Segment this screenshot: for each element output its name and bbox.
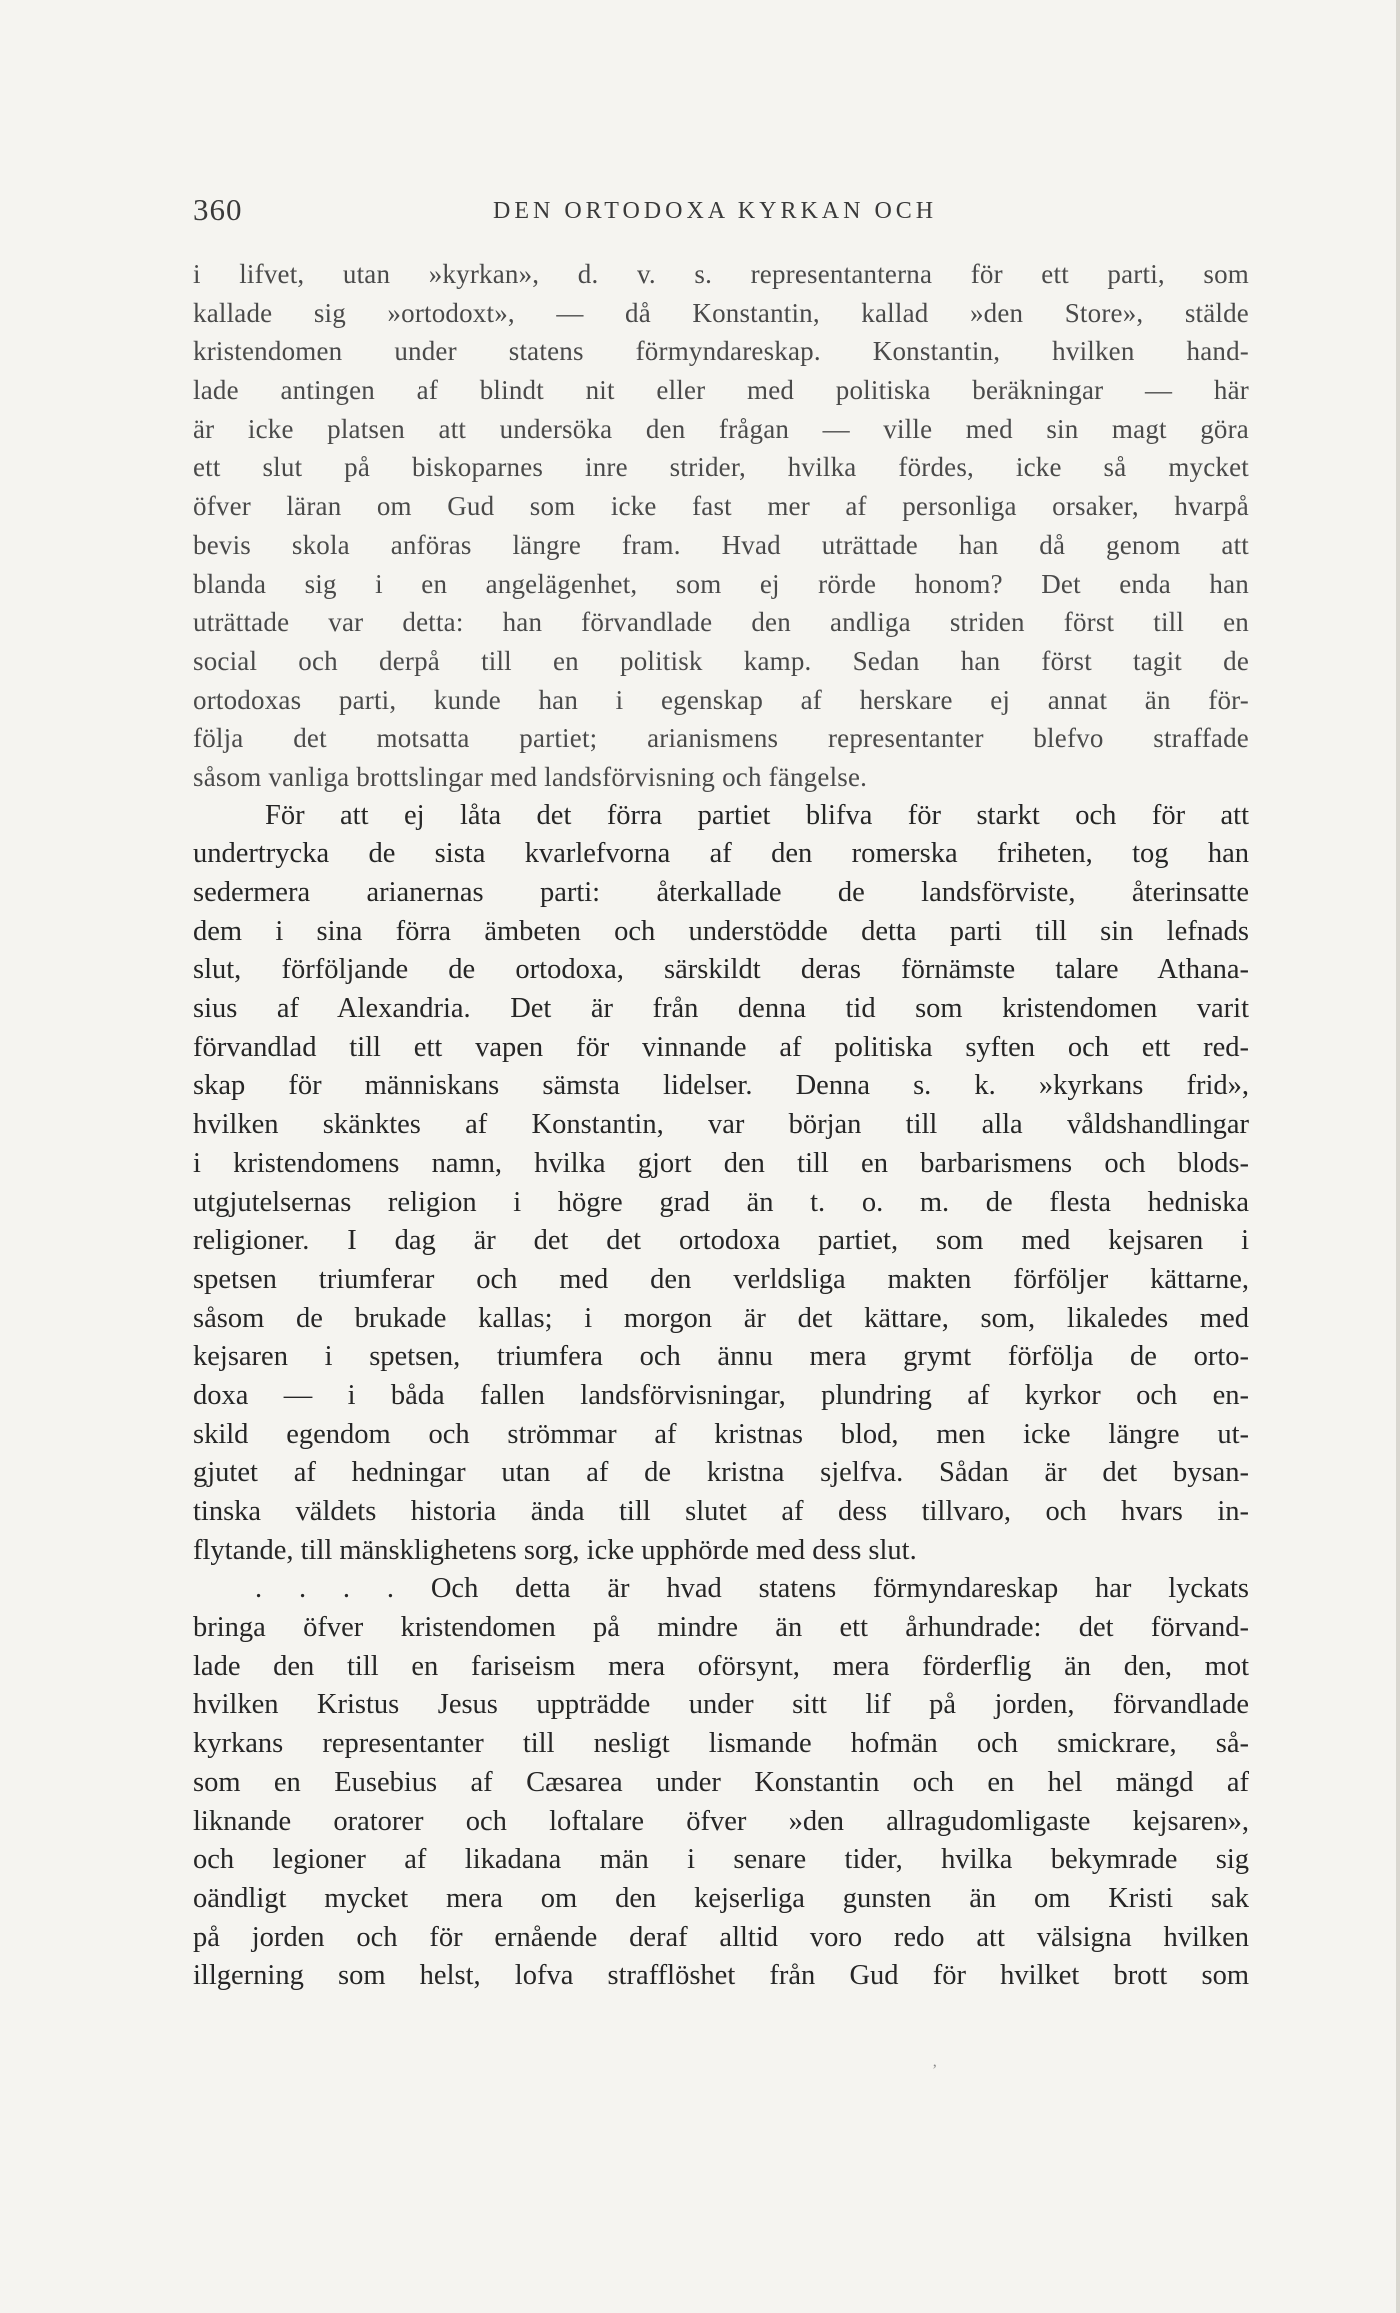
text-line: som en Eusebius af Cæsarea under Konstantin och en hel mängd af: [193, 1766, 1249, 1798]
text-line: För att ej låta det förra partiet blifva för starkt och för att: [265, 799, 1249, 831]
text-line: kyrkans representanter till nesligt lismande hofmän och smickrare, så-: [193, 1728, 1249, 1760]
text-line: ett slut på biskoparnes inre strider, hvilka fördes, icke så mycket: [193, 452, 1249, 483]
text-line: lade antingen af blindt nit eller med politiska beräkningar — här: [193, 375, 1249, 406]
text-line: kejsaren i spetsen, triumfera och ännu mera grymt förfölja de orto-: [193, 1341, 1249, 1373]
text-line: såsom vanliga brottslingar med landsförvisning och fängelse.: [193, 761, 868, 792]
text-line: i lifvet, utan »kyrkan», d. v. s. representanterna för ett parti, som: [193, 259, 1249, 289]
text-line: spetsen triumferar och med den verldsliga makten förföljer kättarne,: [193, 1263, 1249, 1295]
text-line: blanda sig i en angelägenhet, som ej rörde honom? Det enda han: [193, 568, 1249, 599]
text-line: i kristendomens namn, hvilka gjort den till en barbarismens och blods-: [193, 1147, 1249, 1179]
text-line: tinska väldets historia ända till slutet af dess tillvaro, och hvars in-: [193, 1496, 1249, 1527]
text-line: flytande, till mänsklighetens sorg, icke upphörde med dess slut.: [193, 1534, 917, 1566]
text-line: bringa öfver kristendomen på mindre än ett århundrade: det förvand-: [193, 1612, 1249, 1644]
text-line: doxa — i båda fallen landsförvisningar, plundring af kyrkor och en-: [193, 1379, 1249, 1411]
text-line: social och derpå till en politisk kamp. Sedan han först tagit de: [193, 645, 1249, 676]
text-line: förvandlad till ett vapen för vinnande af politiska syften och ett red-: [193, 1031, 1249, 1063]
text-line: utgjutelsernas religion i högre grad än t. o. m. de flesta hedniska: [193, 1186, 1249, 1218]
text-line: hvilken Kristus Jesus uppträdde under sitt lif på jorden, förvandlade: [193, 1689, 1249, 1721]
scan-edge-shadow: [1396, 0, 1400, 2313]
text-line: ortodoxas parti, kunde han i egenskap af herskare ej annat än för-: [193, 684, 1249, 715]
text-line: liknande oratorer och loftalare öfver »den allragudomligaste kejsaren»,: [193, 1805, 1249, 1837]
text-line: på jorden och för ernående deraf alltid voro redo att välsigna hvilken: [193, 1921, 1249, 1953]
paragraph-3: [193, 1570, 1249, 1996]
text-line: öfver läran om Gud som icke fast mer af personliga orsaker, hvarpå: [193, 491, 1249, 522]
text-line: lade den till en fariseism mera oförsynt, mera förderflig än den, mot: [193, 1650, 1249, 1682]
text-line: sius af Alexandria. Det är från denna tid som kristendomen varit: [193, 993, 1249, 1025]
text-line: och legioner af likadana män i senare tider, hvilka bekymrade sig: [193, 1844, 1249, 1876]
text-line: följa det motsatta partiet; arianismens representanter blefvo straffade: [193, 723, 1249, 754]
stray-ink-mark: ʼ: [932, 2062, 938, 2079]
text-line: illgerning som helst, lofva strafflöshet från Gud för hvilket brott som: [193, 1960, 1249, 1992]
text-line: religioner. I dag är det det ortodoxa partiet, som med kejsaren i: [193, 1225, 1249, 1257]
text-line: bevis skola anföras längre fram. Hvad uträttade han då genom att: [193, 529, 1249, 560]
paragraph-2: [193, 797, 1249, 1571]
page-number: 360: [193, 192, 243, 227]
text-line: kallade sig »ortodoxt», — då Konstantin, kallad »den Store», stälde: [193, 297, 1249, 328]
text-line: skap för människans sämsta lidelser. Denna s. k. »kyrkans frid»,: [193, 1070, 1249, 1102]
text-line: sedermera arianernas parti: återkallade de landsförviste, återinsatte: [193, 877, 1249, 908]
text-line: är icke platsen att undersöka den frågan — ville med sin magt göra: [193, 413, 1249, 444]
text-line: gjutet af hedningar utan af de kristna sjelfva. Sådan är det bysan-: [193, 1457, 1249, 1489]
text-line: slut, förföljande de ortodoxa, särskildt deras förnämste talare Athana-: [193, 954, 1249, 986]
body-text: [193, 255, 1249, 1996]
text-line: dem i sina förra ämbeten och understödde detta parti till sin lefnads: [193, 915, 1249, 947]
text-line: . . . . Och detta är hvad statens förmyndareskap har lyckats: [255, 1573, 1249, 1605]
text-line: hvilken skänktes af Konstantin, var början till alla våldshandlingar: [193, 1109, 1249, 1141]
text-line: kristendomen under statens förmyndareskap. Konstantin, hvilken hand-: [193, 336, 1249, 367]
page-header: [193, 192, 1249, 232]
paragraph-1: [193, 255, 1249, 797]
text-line: undertrycka de sista kvarlefvorna af den romerska friheten, tog han: [193, 838, 1249, 870]
text-line: skild egendom och strömmar af kristnas blod, men icke längre ut-: [193, 1418, 1249, 1450]
text-line: såsom de brukade kallas; i morgon är det kättare, som, likaledes med: [193, 1302, 1249, 1334]
text-line: uträttade var detta: han förvandlade den andliga striden först till en: [193, 607, 1249, 638]
text-line: oändligt mycket mera om den kejserliga gunsten än om Kristi sak: [193, 1882, 1249, 1914]
running-title: DEN ORTODOXA KYRKAN OCH: [493, 198, 938, 224]
